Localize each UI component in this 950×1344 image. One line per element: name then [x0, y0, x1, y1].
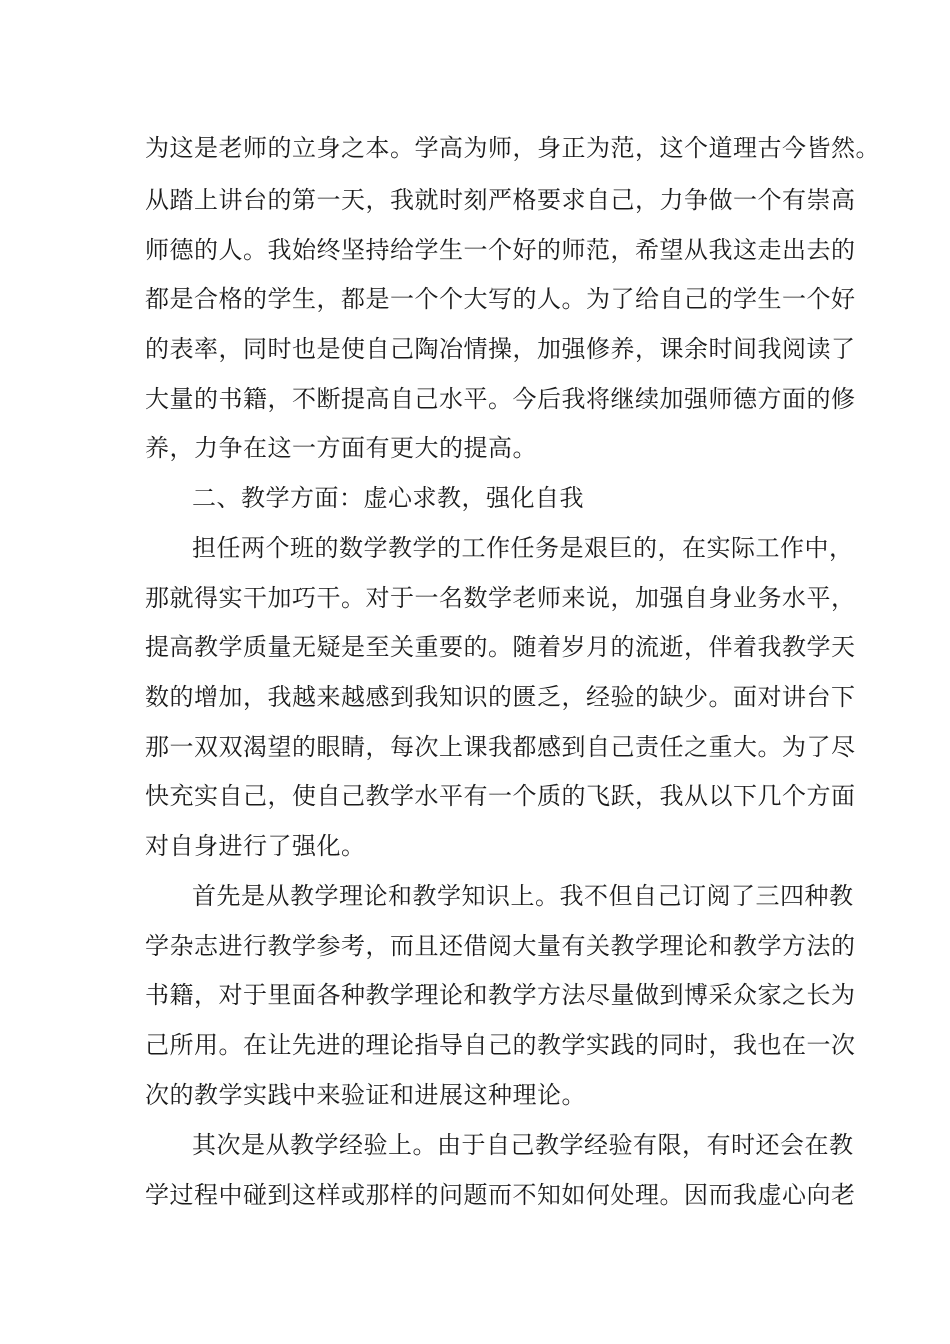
- paragraph-line: 师德的人。我始终坚持给学生一个好的师范，希望从我这走出去的: [145, 236, 856, 264]
- paragraph-line: 都是合格的学生，都是一个个大写的人。为了给自己的学生一个好: [145, 285, 856, 313]
- paragraph-line: 首先是从教学理论和教学知识上。我不但自己订阅了三四种教: [192, 882, 854, 910]
- paragraph-line: 对自身进行了强化。: [145, 832, 366, 860]
- paragraph-line: 大量的书籍，不断提高自己水平。今后我将继续加强师德方面的修: [145, 385, 856, 413]
- paragraph-line: 提高教学质量无疑是至关重要的。随着岁月的流逝，伴着我教学天: [145, 633, 856, 661]
- paragraph-line: 养，力争在这一方面有更大的提高。: [145, 434, 537, 462]
- paragraph-line: 学杂志进行教学参考，而且还借阅大量有关教学理论和教学方法的: [145, 932, 856, 960]
- paragraph-line: 数的增加，我越来越感到我知识的匮乏，经验的缺少。面对讲台下: [145, 683, 856, 711]
- paragraph-line: 书籍，对于里面各种教学理论和教学方法尽量做到博采众家之长为: [145, 981, 856, 1009]
- paragraph-line: 学过程中碰到这样或那样的问题而不知如何处理。因而我虚心向老: [145, 1181, 856, 1209]
- paragraph-line: 快充实自己，使自己教学水平有一个质的飞跃，我从以下几个方面: [145, 782, 856, 810]
- paragraph-line: 那就得实干加巧干。对于一名数学老师来说，加强自身业务水平，: [145, 584, 856, 612]
- section-heading: 二、教学方面：虚心求教，强化自我: [192, 484, 584, 512]
- paragraph-line: 为这是老师的立身之本。学高为师，身正为范，这个道理古今皆然。: [145, 134, 880, 162]
- paragraph-line: 那一双双渴望的眼睛，每次上课我都感到自己责任之重大。为了尽: [145, 733, 856, 761]
- paragraph-line: 的表率，同时也是使自己陶冶情操，加强修养，课余时间我阅读了: [145, 335, 856, 363]
- paragraph-line: 从踏上讲台的第一天，我就时刻严格要求自己，力争做一个有崇高: [145, 186, 856, 214]
- paragraph-line: 次的教学实践中来验证和进展这种理论。: [145, 1081, 586, 1109]
- paragraph-line: 其次是从教学经验上。由于自己教学经验有限，有时还会在教: [192, 1131, 854, 1159]
- paragraph-line: 己所用。在让先进的理论指导自己的教学实践的同时，我也在一次: [145, 1031, 856, 1059]
- paragraph-line: 担任两个班的数学教学的工作任务是艰巨的，在实际工作中，: [192, 534, 854, 562]
